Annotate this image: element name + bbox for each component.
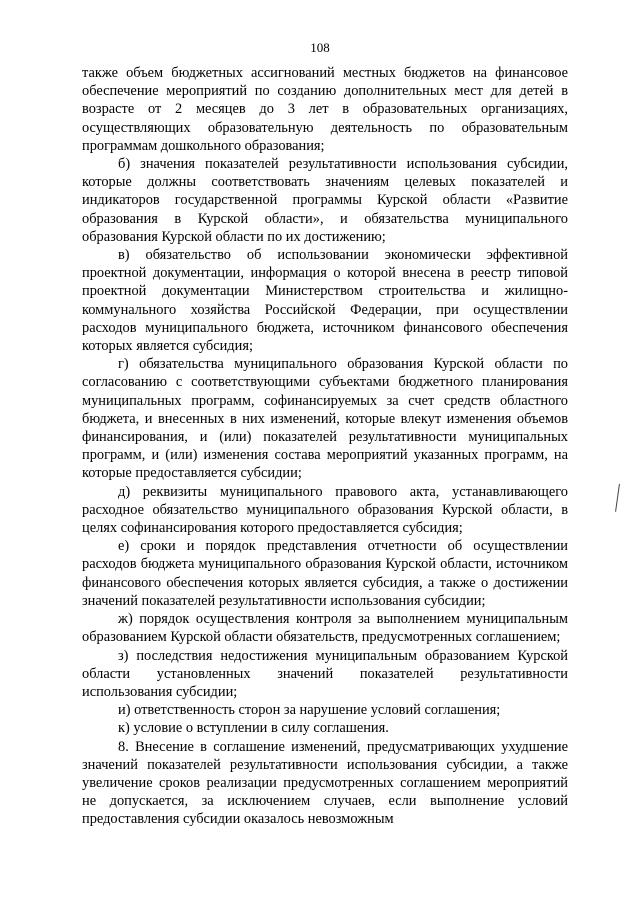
paragraph-item-b: б) значения показателей результативности использования субсидии, которые должны соответствовать значениям целевых показателей и индикаторов государственной программы Курской области «Развитие образования в Курской области», и обязательства муниципального образования Курской области по их достижению;	[82, 156, 568, 245]
paragraph-continuation: также объем бюджетных ассигнований местных бюджетов на финансовое обеспечение мероприятий по созданию дополнительных мест для детей в возрасте от 2 месяцев до 3 лет в образовательных организациях, осуществляющих образовательную деятельность по образовательным программам дошкольного образования;	[82, 65, 568, 154]
paragraph-item-z: з) последствия недостижения муниципальным образованием Курской области установленных значений показателей результативности использования субсидии;	[82, 647, 568, 700]
paragraph-item-k: к) условие о вступлении в силу соглашения.	[118, 720, 389, 737]
paragraph-item-i: и) ответственность сторон за нарушение условий соглашения;	[118, 702, 501, 719]
paragraph-item-g: г) обязательства муниципального образования Курской области по согласованию с соответствующими субъектами бюджетного планирования муниципальных программ, софинансируемых за счет средств областного бюджета, и внесенных в них изменений, которые влекут изменения объемов финансирования, и (или) показателей результативности муниципальных программ, и (или) изменения состава мероприятий указанных программ, на которые предоставляется субсидии;	[82, 356, 568, 482]
page-number: 108	[310, 40, 330, 55]
paragraph-item-v: в) обязательство об использовании экономически эффективной проектной документации, информация о которой внесена в реестр типовой проектной документации Министерством строительства и жилищно-коммунального хозяйства Российской Федерации, при осуществлении расходов муниципального бюджета, источником финансового обеспечения которых является субсидия;	[82, 247, 568, 355]
paragraph-item-e: е) сроки и порядок представления отчетности об осуществлении расходов бюджета муниципального образования Курской области, источником финансового обеспечения которых является субсидия, а также о достижении значений показателей результативности использования субсидии;	[82, 538, 568, 609]
paragraph-item-d: д) реквизиты муниципального правового акта, устанавливающего расходное обязательство муниципального образования Курской области, в целях софинансирования которого предоставляется субсидия;	[82, 483, 568, 537]
paragraph-section-8: 8. Внесение в соглашение изменений, предусматривающих ухудшение значений показателей результативности использования субсидии, а также увеличение сроков реализации предусмотренных соглашением мероприятий не допускается, за исключением случаев, если выполнение условий предоставления субсидии оказалось невозможным	[82, 738, 568, 828]
paragraph-item-zh: ж) порядок осуществления контроля за выполнением муниципальным образованием Курской области обязательств, предусмотренных соглашением;	[82, 611, 568, 646]
document-body	[82, 64, 568, 829]
margin-pen-mark	[615, 484, 623, 512]
